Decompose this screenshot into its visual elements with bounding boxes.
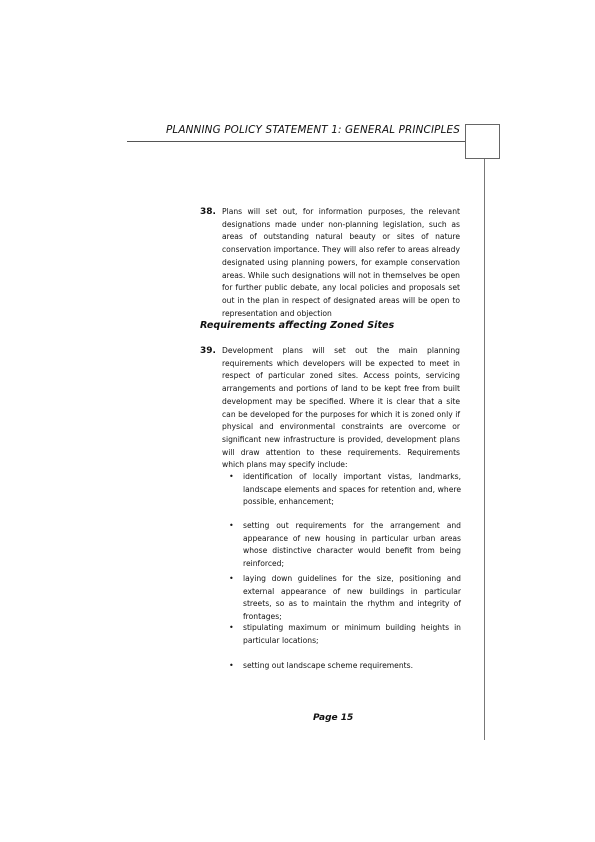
list-item-text: identification of locally important vistas, landmarks, landscape elements and spaces for retention and, where possible, enhancement; [243,472,461,507]
bullet-icon: • [229,521,234,530]
paragraph-number: 39. [200,346,216,356]
bullet-icon: • [229,574,234,583]
list-item-text: stipulating maximum or minimum building heights in particular locations; [243,623,461,645]
bullet-icon: • [229,661,234,670]
paragraph-text: Development plans will set out the main planning requirements which developers will be expected to meet in respect of particular zoned sites. Access points, servicing arrangements and portions of land to be kept free from built development may be specified. Where it is clear that a site can be developed for the purposes for which it is zoned only if physical and environmental constraints are overcome or significant new infrastructure is provided, development plans will draw attention to these requirements. Requirements which plans may specify include: [222,346,460,470]
list-item-text: setting out landscape scheme requirements. [243,661,414,670]
list-item [229,573,461,624]
running-header-title: PLANNING POLICY STATEMENT 1: GENERAL PRINCIPLES [165,124,460,136]
page-number: Page 15 [313,713,354,723]
list-item [229,622,461,647]
list-item-text: laying down guidelines for the size, positioning and external appearance of new buildings in particular streets, so as to maintain the rhythm and integrity of frontages; [243,574,461,622]
margin-rule [484,159,485,740]
list-item [229,660,461,673]
bullet-icon: • [229,623,234,632]
paragraph-39 [200,345,460,472]
list-item [229,471,461,509]
header-corner-box [465,124,500,159]
section-heading: Requirements affecting Zoned Sites [200,320,395,331]
header-rule [127,141,484,142]
list-item-text: setting out requirements for the arrangement and appearance of new housing in particular urban areas whose distinctive character would benefit from being reinforced; [243,521,461,569]
paragraph-38 [200,206,460,320]
bullet-icon: • [229,472,234,481]
paragraph-text: Plans will set out, for information purposes, the relevant designations made under non-planning legislation, such as areas of outstanding natural beauty or sites of nature conservation importance. They will also refer to areas already designated using planning powers, for example conservation areas. While such designations will not in themselves be open for further public debate, any local policies and proposals set out in the plan in respect of designated areas will be open to representation and objection [222,207,460,318]
paragraph-number: 38. [200,207,216,217]
list-item [229,520,461,571]
